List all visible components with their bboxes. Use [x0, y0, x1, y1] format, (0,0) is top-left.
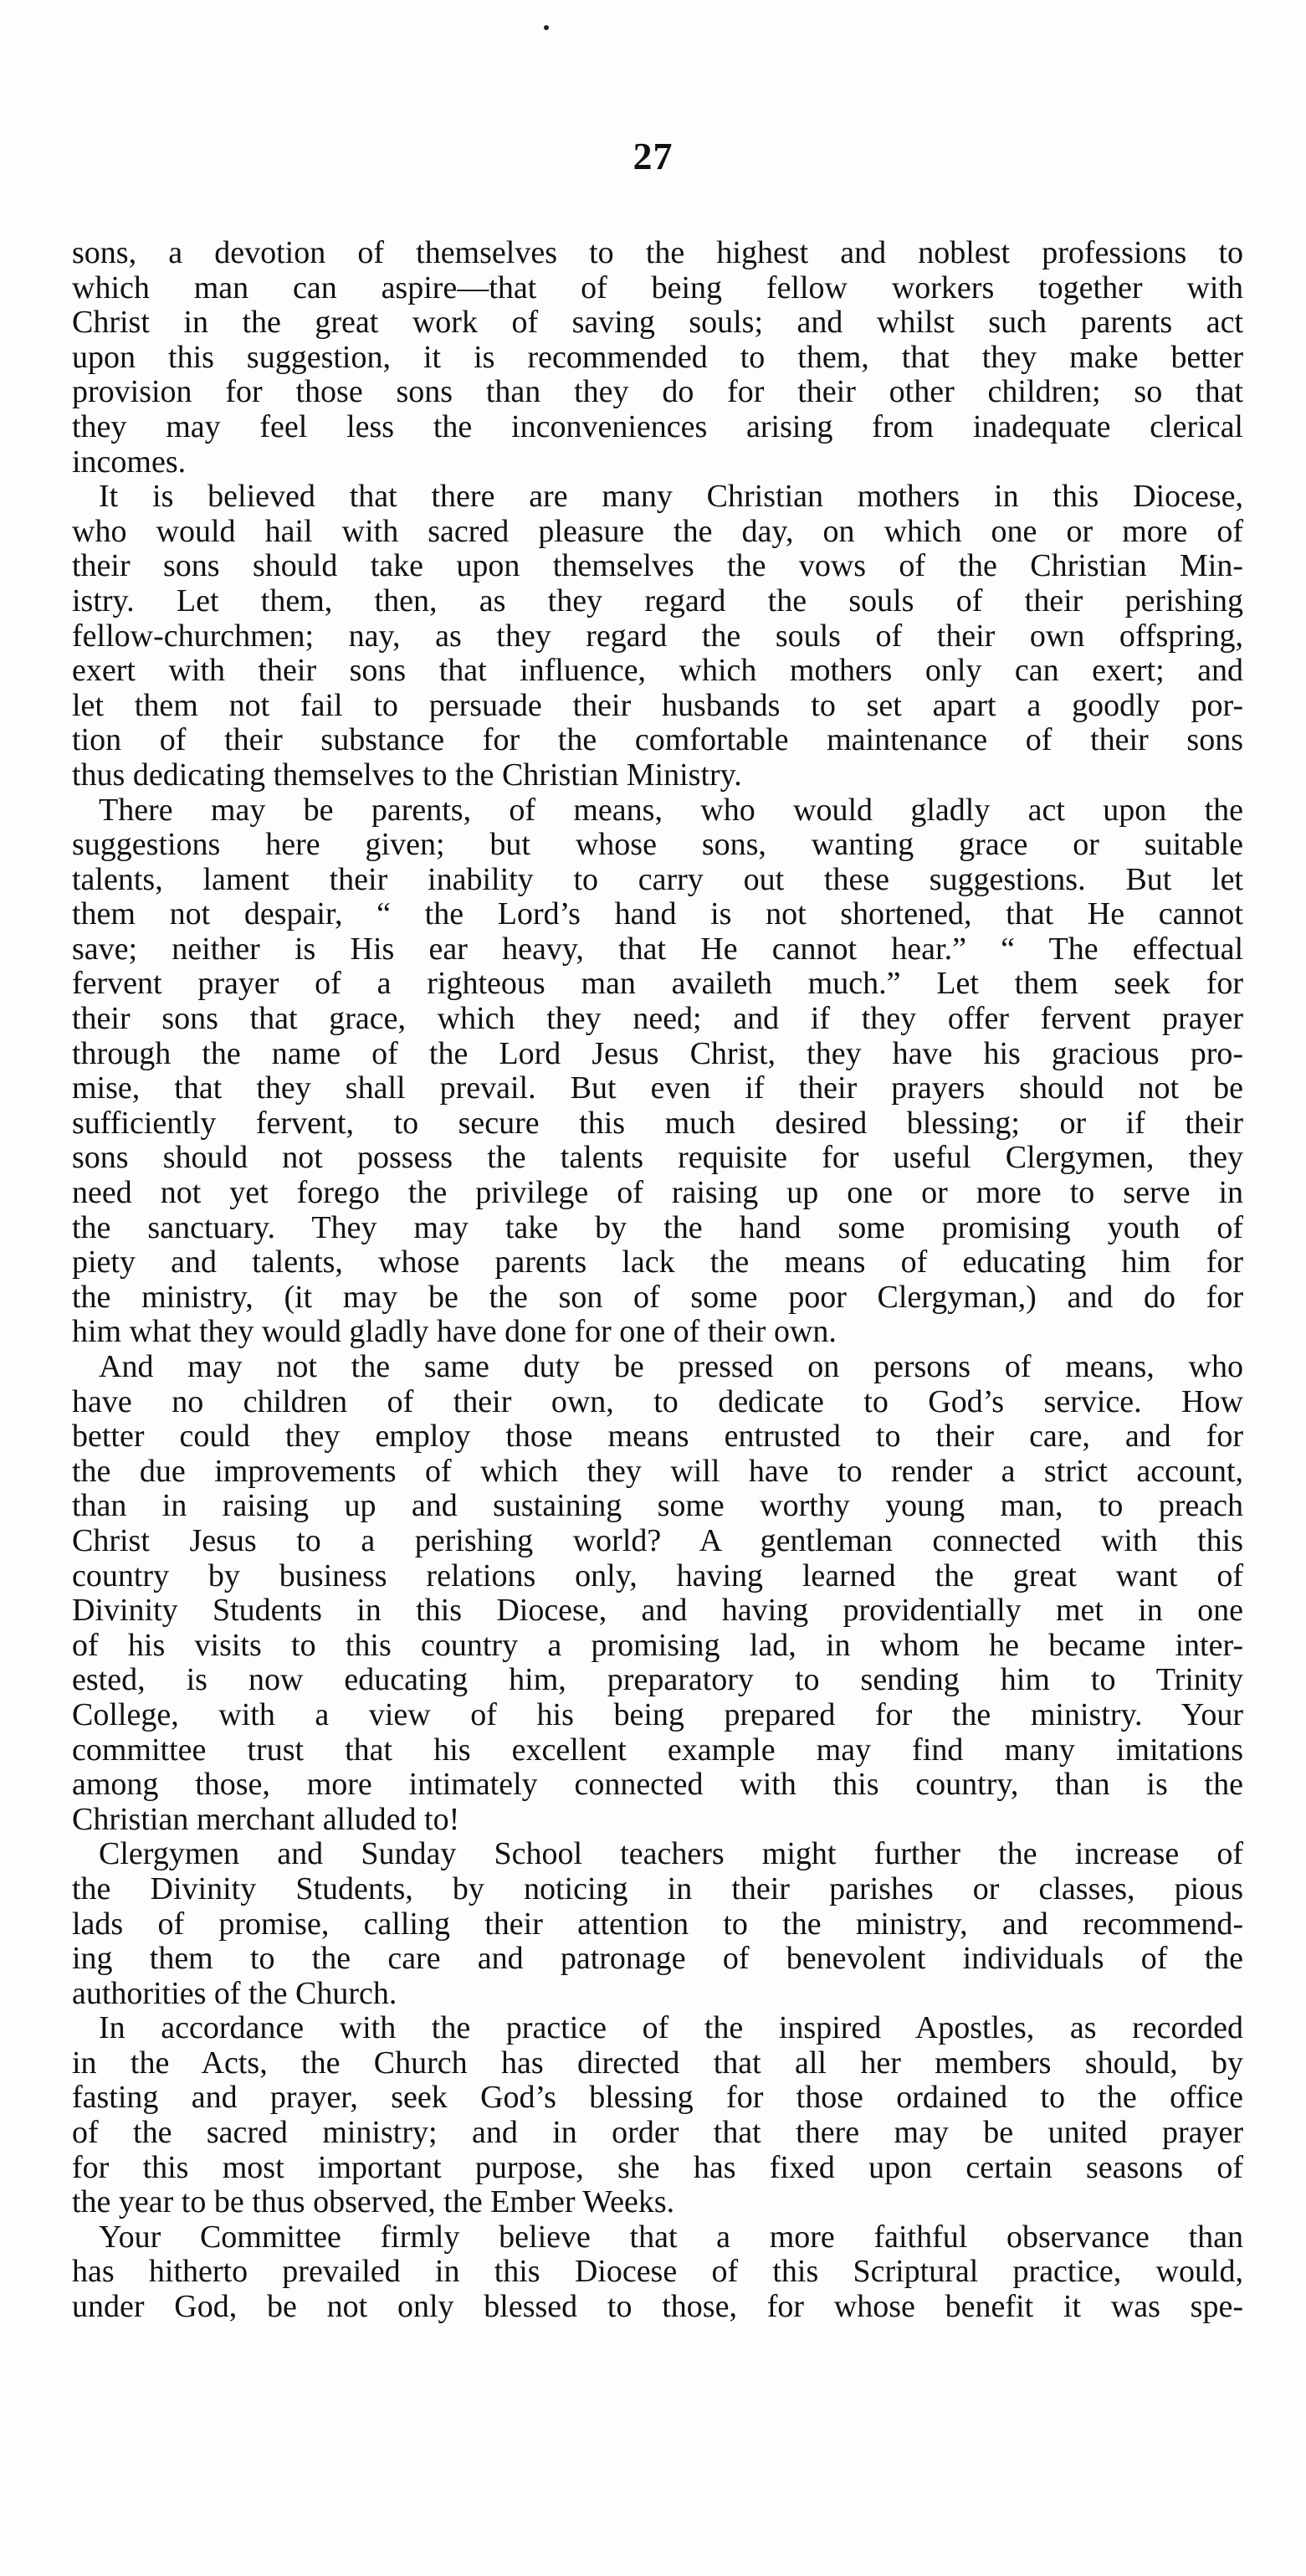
text-line: through the name of the Lord Jesus Christ, they have his gracious pro-	[72, 1035, 1243, 1071]
text-line: their sons should take upon themselves the vows of the Christian Min-	[72, 548, 1243, 584]
text-line: in the Acts, the Church has directed that all her members should, by	[72, 2045, 1243, 2081]
text-line: istry. Let them, then, as they regard the souls of their perishing	[72, 582, 1243, 618]
text-line: piety and talents, whose parents lack the means of educating him for	[72, 1244, 1243, 1280]
text-line: Your Committee firmly believe that a more faithful observance than	[99, 2219, 1243, 2255]
text-line: him what they would gladly have done for one of their own.	[72, 1314, 837, 1350]
text-line: sufficiently fervent, to secure this much desired blessing; or if their	[72, 1105, 1243, 1141]
text-line: than in raising up and sustaining some worthy young man, to preach	[72, 1488, 1243, 1524]
text-line: suggestions here given; but whose sons, wanting grace or suitable	[72, 827, 1243, 863]
text-line: has hitherto prevailed in this Diocese of this Scriptural practice, would,	[72, 2254, 1243, 2290]
text-line: the Divinity Students, by noticing in their parishes or classes, pious	[72, 1870, 1243, 1906]
text-line: committee trust that his excellent example may find many imitations	[72, 1732, 1243, 1768]
text-line: under God, be not only blessed to those, for whose benefit it was spe-	[72, 2289, 1243, 2325]
text-line: exert with their sons that influence, which mothers only can exert; and	[72, 653, 1243, 689]
text-line: Divinity Students in this Diocese, and having providentially met in one	[72, 1593, 1243, 1629]
text-line: In accordance with the practice of the inspired Apostles, as recorded	[99, 2010, 1243, 2046]
text-line: And may not the same duty be pressed on persons of means, who	[99, 1349, 1243, 1384]
text-line: College, with a view of his being prepared for the ministry. Your	[72, 1696, 1243, 1732]
text-line: the due improvements of which they will have to render a strict account,	[72, 1453, 1243, 1489]
text-line: ested, is now educating him, preparatory to sending him to Trinity	[72, 1662, 1243, 1698]
text-line: they may feel less the inconveniences arising from inadequate clerical	[72, 408, 1243, 444]
text-line: Clergymen and Sunday School teachers might further the increase of	[99, 1836, 1243, 1872]
text-line: among those, more intimately connected with this country, than is the	[72, 1767, 1243, 1803]
text-line: fellow-churchmen; nay, as they regard the souls of their own offspring,	[72, 618, 1243, 654]
text-line: have no children of their own, to dedicate to God’s service. How	[72, 1383, 1243, 1419]
text-line: It is believed that there are many Christian mothers in this Diocese,	[99, 479, 1243, 515]
text-line: them not despair, “ the Lord’s hand is not shortened, that He cannot	[72, 896, 1243, 932]
text-line: of his visits to this country a promising lad, in whom he became inter-	[72, 1627, 1243, 1663]
text-line: sons should not possess the talents requisite for useful Clergymen, they	[72, 1140, 1243, 1176]
body-text	[72, 236, 1243, 2325]
text-line: mise, that they shall prevail. But even if their prayers should not be	[72, 1070, 1243, 1106]
text-line: fervent prayer of a righteous man availeth much.” Let them seek for	[72, 966, 1243, 1002]
text-line: let them not fail to persuade their husbands to set apart a goodly por-	[72, 687, 1243, 723]
page-number: 27	[633, 135, 673, 177]
text-line: fasting and prayer, seek God’s blessing for those ordained to the office	[72, 2080, 1243, 2116]
text-line: tion of their substance for the comfortable maintenance of their sons	[72, 722, 1243, 758]
text-line: for this most important purpose, she has fixed upon certain seasons of	[72, 2149, 1243, 2185]
text-line: need not yet forego the privilege of raising up one or more to serve in	[72, 1175, 1243, 1211]
text-line: lads of promise, calling their attention to the ministry, and recommend-	[72, 1906, 1243, 1942]
text-line: sons, a devotion of themselves to the highest and noblest professions to	[72, 235, 1243, 270]
text-line: upon this suggestion, it is recommended to them, that they make better	[72, 339, 1243, 375]
text-line: country by business relations only, having learned the great want of	[72, 1557, 1243, 1593]
print-speck	[544, 25, 549, 30]
text-line: ing them to the care and patronage of benevolent individuals of the	[72, 1941, 1243, 1977]
text-line: save; neither is His ear heavy, that He cannot hear.” “ The effectual	[72, 931, 1243, 967]
text-line: the year to be thus observed, the Ember Weeks.	[72, 2184, 675, 2220]
text-line: the ministry, (it may be the son of some poor Clergyman,) and do for	[72, 1279, 1243, 1315]
text-line: Christ Jesus to a perishing world? A gentleman connected with this	[72, 1522, 1243, 1558]
text-line: thus dedicating themselves to the Christian Ministry.	[72, 757, 742, 793]
text-line: authorities of the Church.	[72, 1975, 397, 2011]
text-line: their sons that grace, which they need; and if they offer fervent prayer	[72, 1001, 1243, 1037]
text-line: talents, lament their inability to carry out these suggestions. But let	[72, 861, 1243, 897]
text-line: There may be parents, of means, who would gladly act upon the	[99, 792, 1243, 828]
text-line: who would hail with sacred pleasure the day, on which one or more of	[72, 513, 1243, 549]
text-line: which man can aspire—that of being fellow workers together with	[72, 269, 1243, 305]
text-line: better could they employ those means entrusted to their care, and for	[72, 1419, 1243, 1455]
text-line: incomes.	[72, 444, 187, 480]
text-line: Christ in the great work of saving souls; and whilst such parents act	[72, 305, 1243, 341]
text-line: of the sacred ministry; and in order that there may be united prayer	[72, 2115, 1243, 2151]
text-line: Christian merchant alluded to!	[72, 1801, 460, 1837]
text-line: the sanctuary. They may take by the hand some promising youth of	[72, 1209, 1243, 1245]
text-line: provision for those sons than they do for their other children; so that	[72, 374, 1243, 410]
